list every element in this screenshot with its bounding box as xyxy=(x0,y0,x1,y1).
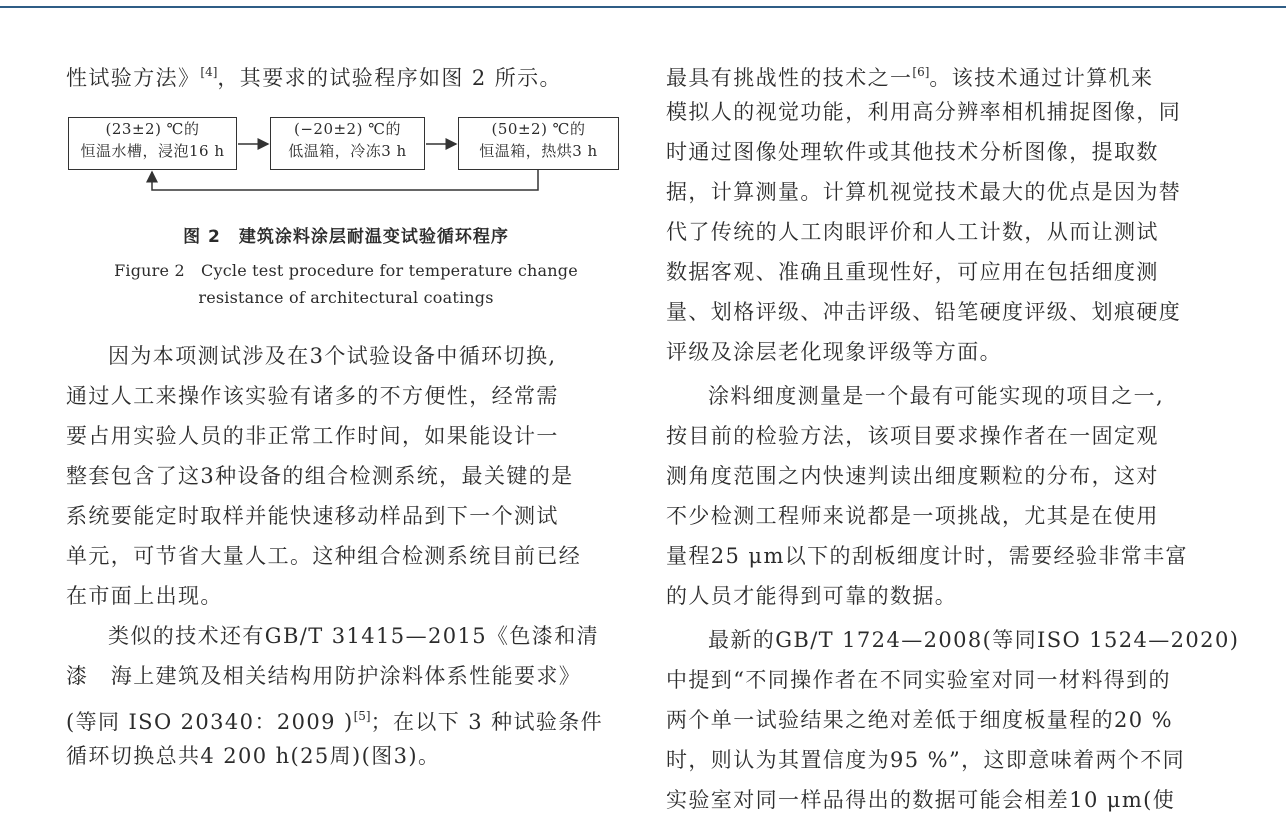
paragraph-line: 的人员才能得到可靠的数据。 xyxy=(666,584,958,608)
paragraph-line: 涂料细度测量是一个最有可能实现的项目之一, xyxy=(708,384,1165,408)
flow-arrows xyxy=(66,112,626,206)
paragraph-line: 循环切换总共4 200 h(25周)(图3)。 xyxy=(66,744,441,768)
paragraph-line: 系统要能定时取样并能快速移动样品到下一个测试 xyxy=(66,504,559,528)
paragraph-line: 通过人工来操作该实验有诸多的不方便性，经常需 xyxy=(66,384,559,408)
paragraph-line: 据，计算测量。计算机视觉技术最大的优点是因为替 xyxy=(666,180,1182,204)
paragraph-line: 数据客观、准确且重现性好，可应用在包括细度测 xyxy=(666,260,1159,284)
flow-box-2-temp: (−20±2) ℃的 xyxy=(293,120,402,138)
paragraph-line: 单元，可节省大量人工。这种组合检测系统目前已经 xyxy=(66,544,582,568)
paragraph-line xyxy=(66,702,603,736)
citation-6: [6] xyxy=(912,65,930,79)
flow-box-1-temp: (23±2) ℃的 xyxy=(105,120,200,138)
paragraph-text: ；在以下 3 种试验条件 xyxy=(370,710,604,734)
flow-box-3-temp: (50±2) ℃的 xyxy=(491,120,586,138)
paragraph-line: 量、划格评级、冲击评级、铅笔硬度评级、划痕硬度 xyxy=(666,300,1182,324)
figure-caption-en-1: Figure 2 Cycle test procedure for temperature change xyxy=(114,261,578,280)
paragraph-line: 中提到“不同操作者在不同实验室对同一材料得到的 xyxy=(666,668,1171,692)
flow-box-2-desc: 低温箱，冷冻3 h xyxy=(288,142,407,160)
paragraph-line: 两个单一试验结果之绝对差低于细度板量程的20 % xyxy=(666,708,1173,732)
paragraph-line: 不少检测工程师来说都是一项挑战，尤其是在使用 xyxy=(666,504,1159,528)
arrow-loop-back xyxy=(152,170,538,190)
paragraph-text: (等同 ISO 20340：2009 ) xyxy=(66,710,354,734)
intro-text-rest: ，其要求的试验程序如图 2 所示。 xyxy=(217,66,562,90)
paragraph-line: 模拟人的视觉功能，利用高分辨率相机捕捉图像，同 xyxy=(666,100,1182,124)
citation-5: [5] xyxy=(353,709,371,723)
figure-caption-cn: 图 2 建筑涂料涂层耐温变试验循环程序 xyxy=(183,227,509,247)
paragraph-line: 测角度范围之内快速判读出细度颗粒的分布，这对 xyxy=(666,464,1159,488)
paragraph-line: 因为本项测试涉及在3个试验设备中循环切换, xyxy=(108,344,557,368)
paragraph-line: 时，则认为其置信度为95 %”，这即意味着两个不同 xyxy=(666,748,1186,772)
paragraph-line: 最新的GB/T 1724—2008(等同ISO 1524—2020) xyxy=(708,628,1240,652)
intro-text: 性试验方法》 xyxy=(66,66,201,90)
paragraph-line xyxy=(666,58,1153,92)
paragraph-line: 时通过图像处理软件或其他技术分析图像，提取数 xyxy=(666,140,1159,164)
header-rule xyxy=(0,6,1286,8)
figure-2-flowchart xyxy=(66,112,626,206)
paragraph-line: 量程25 μm以下的刮板细度计时，需要经验非常丰富 xyxy=(666,544,1188,568)
paragraph-line: 在市面上出现。 xyxy=(66,584,223,608)
figure-caption-en-2: resistance of architectural coatings xyxy=(198,288,494,307)
paragraph-line: 类似的技术还有GB/T 31415—2015《色漆和清 xyxy=(108,624,600,648)
paragraph-line: 要占用实验人员的非正常工作时间，如果能设计一 xyxy=(66,424,559,448)
citation-4: [4] xyxy=(200,65,218,79)
paragraph-line: 按目前的检验方法，该项目要求操作者在一固定观 xyxy=(666,424,1159,448)
flow-box-1-desc: 恒温水槽，浸泡16 h xyxy=(80,142,225,160)
paragraph-line: 实验室对同一样品得出的数据可能会相差10 μm(使 xyxy=(666,788,1176,812)
paragraph-text: 。该技术通过计算机来 xyxy=(929,66,1154,90)
flow-box-3-desc: 恒温箱，热烘3 h xyxy=(479,142,598,160)
paragraph-line: 整套包含了这3种设备的组合检测系统，最关键的是 xyxy=(66,464,574,488)
paragraph-line: 代了传统的人工肉眼评价和人工计数，从而让测试 xyxy=(666,220,1159,244)
paragraph-text: 最具有挑战性的技术之一 xyxy=(666,66,913,90)
intro-line xyxy=(66,58,562,92)
paragraph-line: 评级及涂层老化现象评级等方面。 xyxy=(666,340,1002,364)
paragraph-line: 漆 海上建筑及相关结构用防护涂料体系性能要求》 xyxy=(66,664,582,688)
